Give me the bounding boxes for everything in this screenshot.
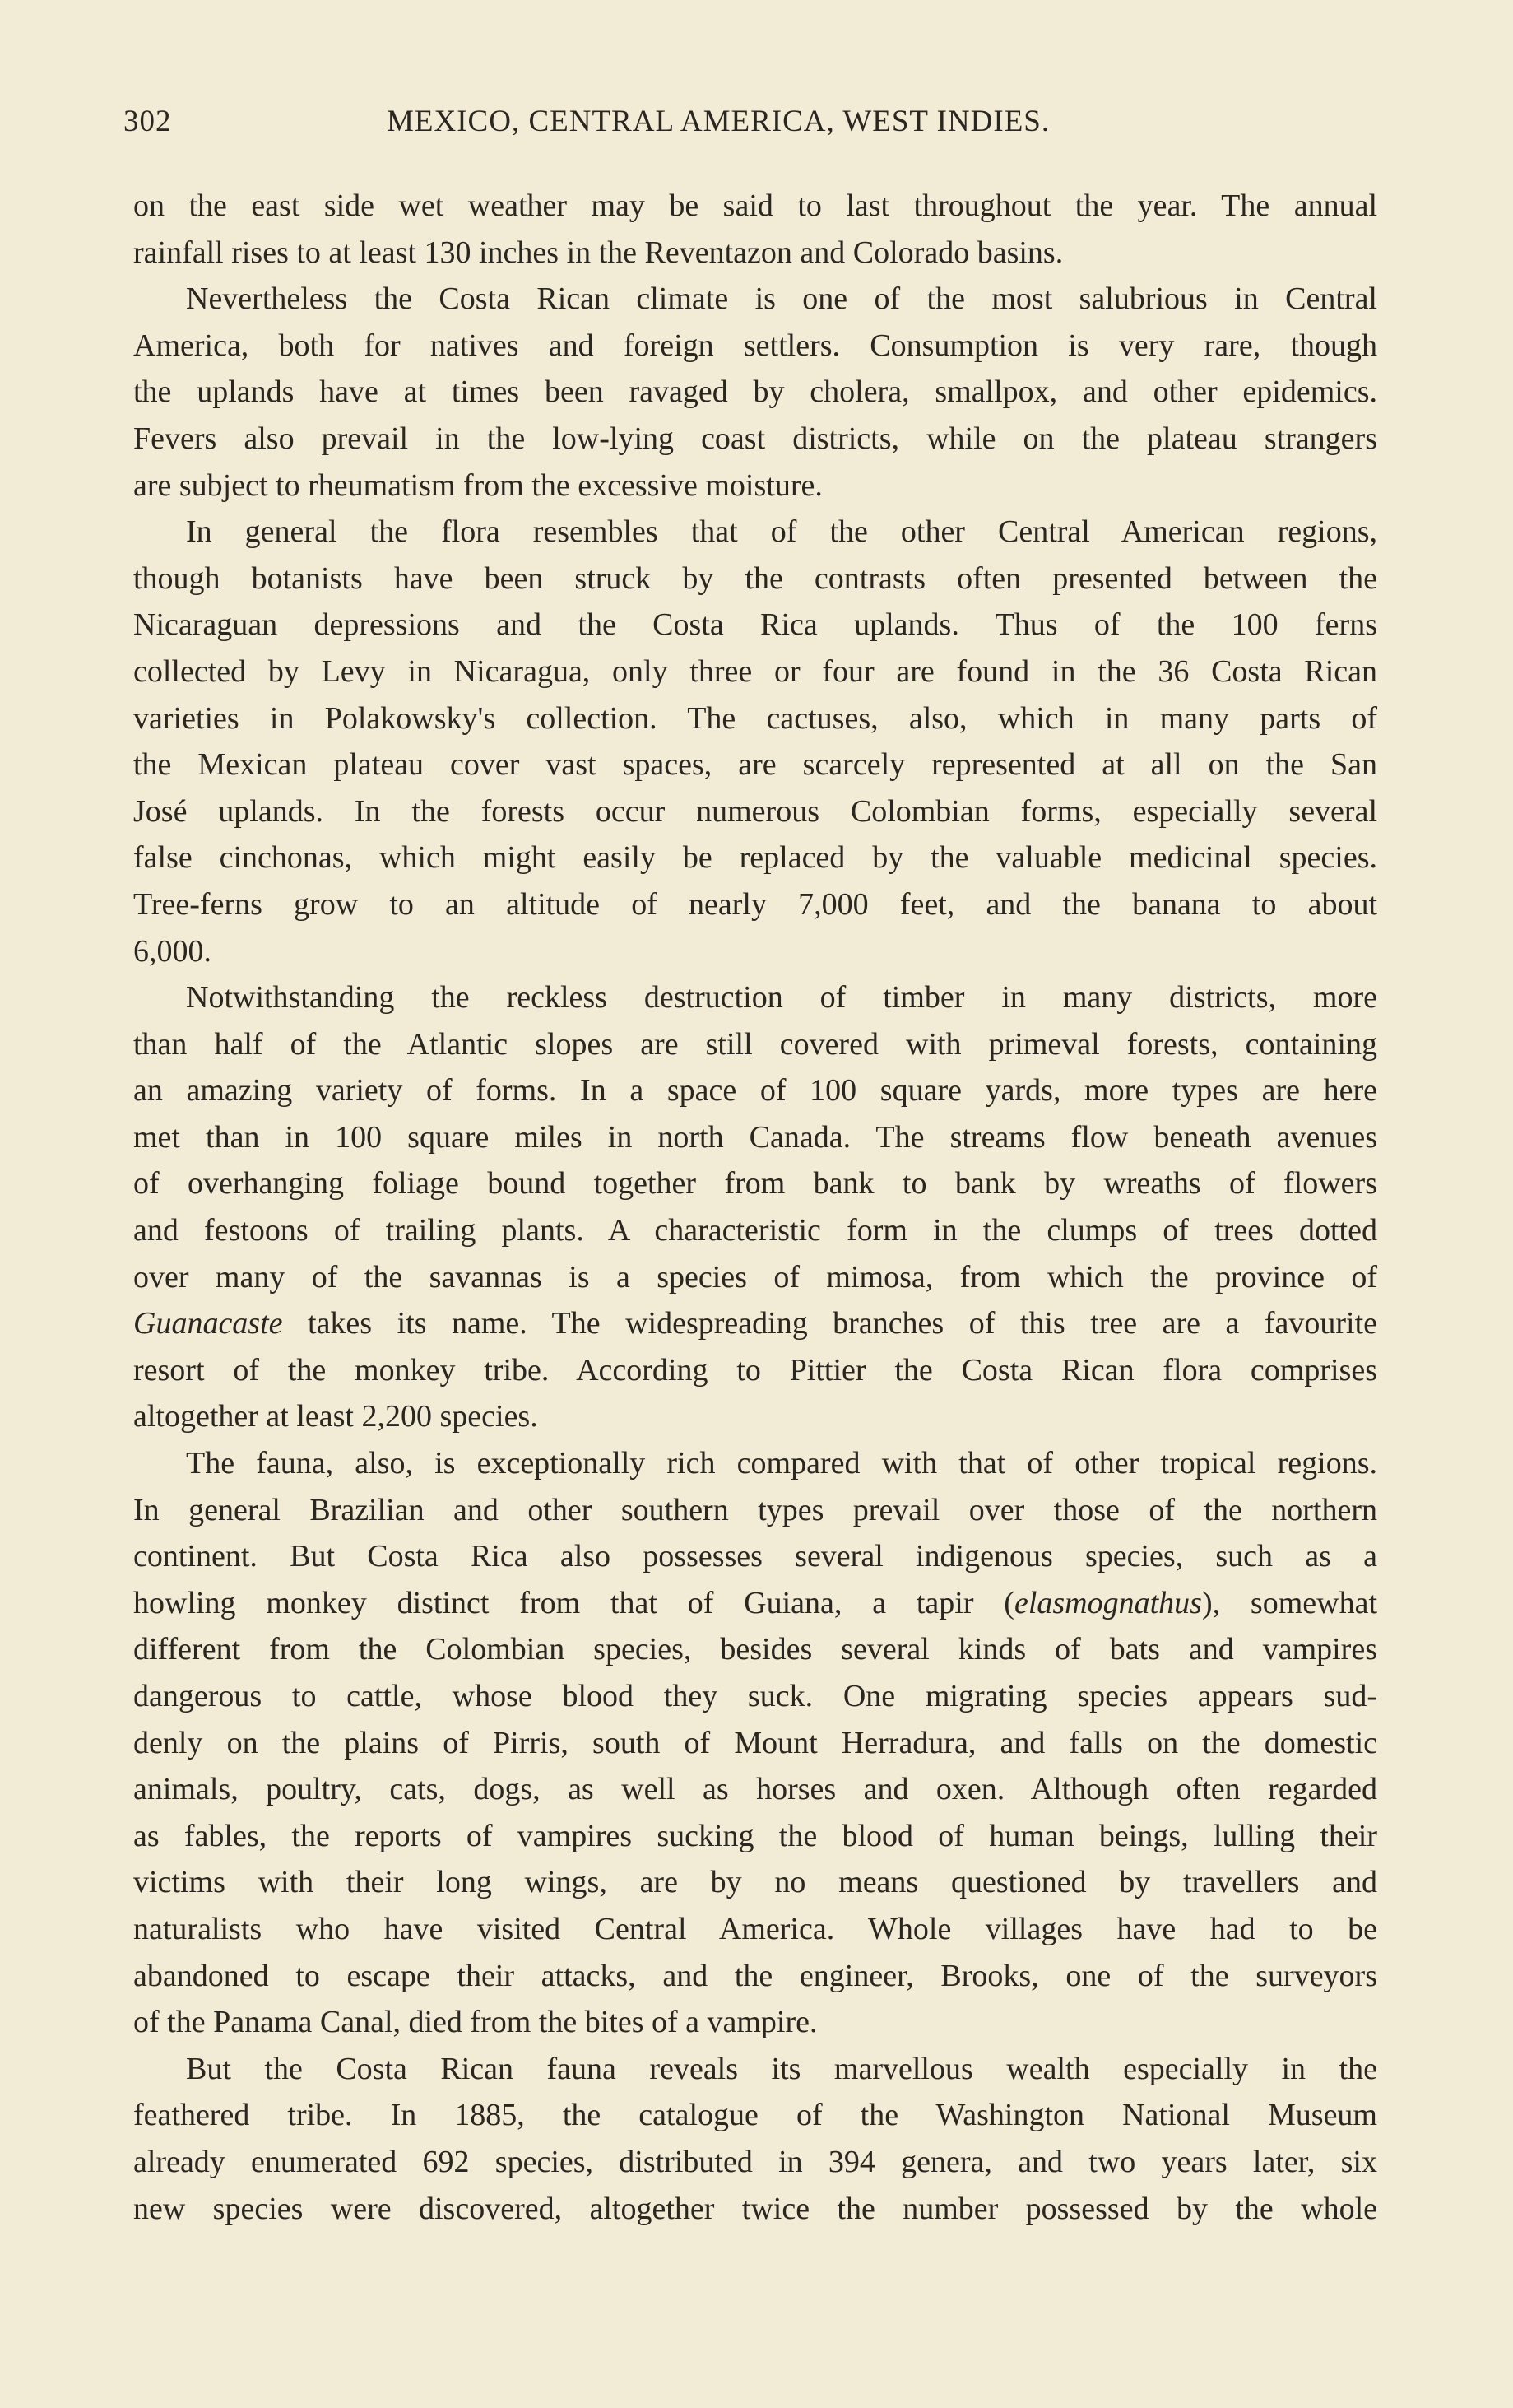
text-line: and festoons of trailing plants. A characteristic form in the clumps of trees dotted (133, 1213, 1377, 1248)
text-line: new species were discovered, altogether twice the number possessed by the whole (133, 2191, 1377, 2226)
text-line: different from the Colombian species, besides several kinds of bats and vampires (133, 1632, 1377, 1667)
text-line: But the Costa Rican fauna reveals its marvellous wealth especially in the (186, 2051, 1377, 2086)
text-line: an amazing variety of forms. In a space of 100 square yards, more types are here (133, 1073, 1377, 1109)
page-header (123, 104, 1382, 153)
paragraph (133, 183, 1377, 276)
text-line: altogether at least 2,200 species. (133, 1399, 538, 1434)
text-line: Guanacaste takes its name. The widespreading branches of this tree are a favourite (133, 1306, 1377, 1341)
text-line: In general Brazilian and other southern types prevail over those of the northern (133, 1492, 1377, 1527)
paragraph (133, 1440, 1377, 2046)
text-line: denly on the plains of Pirris, south of Mount Herradura, and falls on the domestic (133, 1725, 1377, 1760)
text-line: feathered tribe. In 1885, the catalogue of the Washington National Museum (133, 2098, 1377, 2133)
text-line: In general the flora resembles that of the other Central American regions, (186, 514, 1377, 550)
text-line: collected by Levy in Nicaragua, only three or four are found in the 36 Costa Rican (133, 653, 1377, 689)
text-line: victims with their long wings, are by no means questioned by travellers and (133, 1865, 1377, 1900)
italic-term: Guanacaste (133, 1306, 283, 1341)
text-line: continent. But Costa Rica also possesses several indigenous species, such as a (133, 1539, 1377, 1574)
text-line: the Mexican plateau cover vast spaces, are scarcely represented at all on the San (133, 747, 1377, 783)
text-line: resort of the monkey tribe. According to Pittier the Costa Rican flora comprises (133, 1352, 1377, 1388)
text-line: over many of the savannas is a species of mimosa, from which the province of (133, 1259, 1377, 1295)
text-line: than half of the Atlantic slopes are still covered with primeval forests, containing (133, 1026, 1377, 1062)
text-line: José uplands. In the forests occur numerous Colombian forms, especially several (133, 793, 1377, 829)
paragraph (133, 974, 1377, 1440)
paragraph (133, 2046, 1377, 2232)
text-line: howling monkey distinct from that of Guiana, a tapir (elasmognathus), somewhat (133, 1585, 1378, 1620)
text-line: The fauna, also, is exceptionally rich compared with that of other tropical regions. (186, 1446, 1377, 1481)
text-line: abandoned to escape their attacks, and the engineer, Brooks, one of the surveyors (133, 1958, 1377, 1993)
paragraph (133, 276, 1377, 509)
running-title: MEXICO, CENTRAL AMERICA, WEST INDIES. (387, 105, 1051, 138)
text-line: Tree-ferns grow to an altitude of nearly 7,000 feet, and the banana to about (133, 886, 1377, 922)
text-line: naturalists who have visited Central America. Whole villages have had to be (133, 1911, 1377, 1946)
text-line: Nevertheless the Costa Rican climate is one of the most salubrious in Central (186, 281, 1377, 317)
text-line: America, both for natives and foreign settlers. Consumption is very rare, though (133, 328, 1377, 363)
body-text (133, 183, 1377, 2232)
text-line: varieties in Polakowsky's collection. The cactuses, also, which in many parts of (133, 700, 1377, 736)
text-line: Fevers also prevail in the low-lying coast districts, while on the plateau strangers (133, 421, 1377, 456)
text-line: of overhanging foliage bound together from bank to bank by wreaths of flowers (133, 1166, 1377, 1202)
text-line: rainfall rises to at least 130 inches in the Reventazon and Colorado basins. (133, 235, 1064, 270)
text-line: though botanists have been struck by the contrasts often presented between the (133, 560, 1377, 596)
text-line: animals, poultry, cats, dogs, as well as horses and oxen. Although often regarded (133, 1772, 1377, 1807)
text-line: of the Panama Canal, died from the bites of a vampire. (133, 2005, 818, 2040)
text-line: are subject to rheumatism from the excessive moisture. (133, 467, 823, 503)
text-line: 6,000. (133, 933, 211, 969)
text-line: on the east side wet weather may be said to last throughout the year. The annual (133, 188, 1377, 223)
paragraph (133, 509, 1377, 974)
text-line: Notwithstanding the reckless destruction of timber in many districts, more (186, 980, 1377, 1016)
text-line: met than in 100 square miles in north Canada. The streams flow beneath avenues (133, 1119, 1377, 1155)
text-line: the uplands have at times been ravaged by cholera, smallpox, and other epidemics. (133, 374, 1377, 410)
page-number: 302 (123, 105, 172, 138)
text-line: as fables, the reports of vampires sucking the blood of human beings, lulling their (133, 1818, 1377, 1853)
text-line: Nicaraguan depressions and the Costa Rica uplands. Thus of the 100 ferns (133, 607, 1377, 643)
italic-term: elasmognathus (1014, 1585, 1202, 1620)
text-line: dangerous to cattle, whose blood they suck. One migrating species appears sud- (133, 1679, 1377, 1713)
text-line: already enumerated 692 species, distributed in 394 genera, and two years later, six (133, 2144, 1377, 2179)
text-line: false cinchonas, which might easily be replaced by the valuable medicinal species. (133, 840, 1377, 876)
